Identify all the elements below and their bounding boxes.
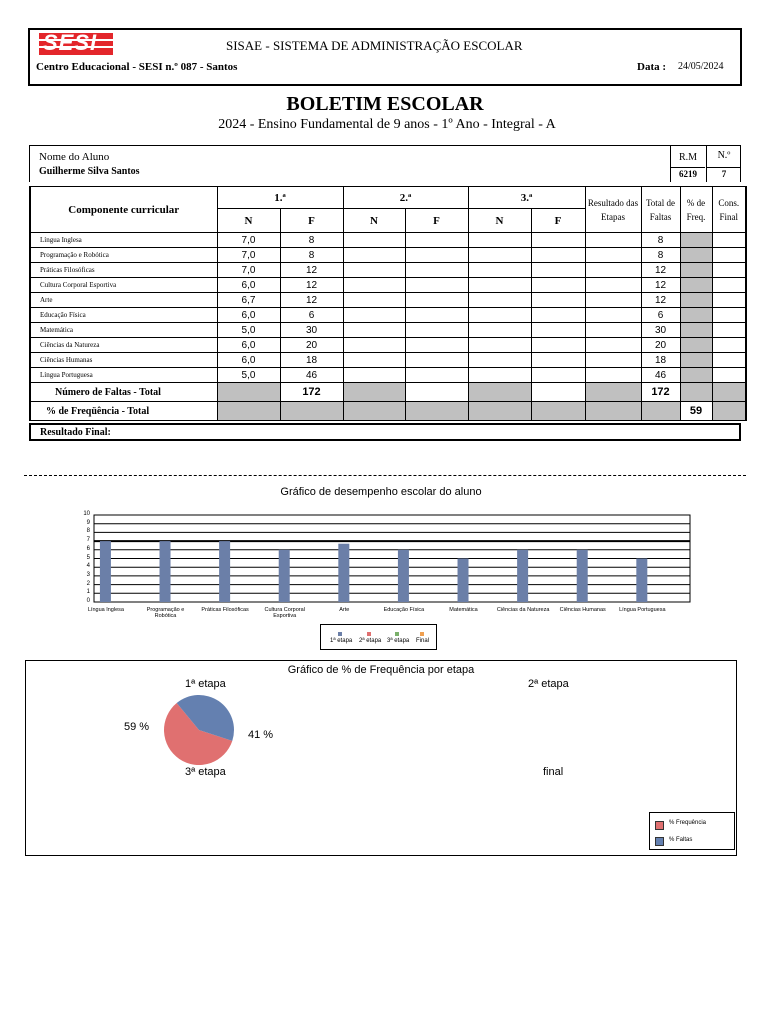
grade-n2 bbox=[343, 323, 405, 338]
bar-category-label: Ciências da Natureza bbox=[496, 607, 550, 613]
grade-n1: 6,0 bbox=[217, 353, 280, 368]
grade-f3 bbox=[531, 308, 585, 323]
faltas-total-all: 172 bbox=[641, 383, 680, 402]
table-row bbox=[30, 323, 746, 338]
grade-cons bbox=[712, 263, 746, 278]
grade-n3 bbox=[468, 338, 531, 353]
grade-freq bbox=[680, 338, 712, 353]
grade-n1: 5,0 bbox=[217, 323, 280, 338]
grade-freq bbox=[680, 278, 712, 293]
legend-1a-label: 1ª etapa bbox=[330, 638, 353, 644]
bar-category-label: Educação Física bbox=[383, 607, 425, 613]
table-row bbox=[30, 338, 746, 353]
grade-total-faltas: 12 bbox=[641, 263, 680, 278]
grade-n3 bbox=[468, 248, 531, 263]
grade-cons bbox=[712, 233, 746, 248]
legend-final-swatch bbox=[420, 632, 424, 636]
bar-8 bbox=[577, 550, 588, 602]
legend-3a-swatch bbox=[395, 632, 399, 636]
grade-result bbox=[585, 308, 641, 323]
faltas-total-n2 bbox=[343, 383, 405, 402]
grade-f1: 12 bbox=[280, 293, 343, 308]
date-label: Data : bbox=[637, 61, 667, 73]
student-name-label: Nome do Aluno bbox=[39, 151, 110, 163]
bar-y-tick: 3 bbox=[86, 571, 90, 578]
final-result-label: Resultado Final: bbox=[40, 427, 111, 438]
n1-label: N bbox=[217, 209, 280, 233]
n3-label: N bbox=[468, 209, 531, 233]
bar-y-tick: 2 bbox=[86, 580, 90, 587]
table-row bbox=[30, 248, 746, 263]
grade-f3 bbox=[531, 278, 585, 293]
grade-f1: 18 bbox=[280, 353, 343, 368]
grade-result bbox=[585, 323, 641, 338]
component-name: Arte bbox=[30, 293, 217, 308]
grade-f2 bbox=[405, 248, 468, 263]
bar-legend bbox=[320, 624, 437, 650]
grade-total-faltas: 46 bbox=[641, 368, 680, 383]
legend-3a-label: 3ª etapa bbox=[387, 638, 410, 644]
grade-freq bbox=[680, 248, 712, 263]
faltas-total-label: Número de Faltas - Total bbox=[30, 383, 217, 402]
component-name: Cultura Corporal Esportiva bbox=[30, 278, 217, 293]
grade-f2 bbox=[405, 233, 468, 248]
grade-f2 bbox=[405, 293, 468, 308]
grade-freq bbox=[680, 368, 712, 383]
bar-category-label: Programação e Robótica bbox=[146, 607, 185, 619]
grade-n3 bbox=[468, 263, 531, 278]
bar-category-label: Cultura Corporal Esportiva bbox=[264, 607, 305, 619]
bar-chart-title: Gráfico de desempenho escolar do aluno bbox=[280, 486, 482, 498]
component-name: Matemática bbox=[30, 323, 217, 338]
table-row bbox=[30, 293, 746, 308]
grade-n2 bbox=[343, 278, 405, 293]
grade-f1: 8 bbox=[280, 248, 343, 263]
grade-n1: 6,0 bbox=[217, 308, 280, 323]
pie-final-label: final bbox=[543, 766, 564, 778]
grade-total-faltas: 8 bbox=[641, 248, 680, 263]
grade-n2 bbox=[343, 368, 405, 383]
stage1-header: 1.ª bbox=[217, 187, 343, 209]
table-row bbox=[30, 263, 746, 278]
grade-freq bbox=[680, 293, 712, 308]
bar-category-label: Língua Portuguesa bbox=[619, 607, 666, 613]
grade-freq bbox=[680, 263, 712, 278]
grade-n3 bbox=[468, 308, 531, 323]
grade-result bbox=[585, 368, 641, 383]
grades-table bbox=[29, 186, 747, 421]
grade-freq bbox=[680, 353, 712, 368]
pie-stage3-label: 3ª etapa bbox=[185, 766, 226, 778]
rm-value: 6219 bbox=[671, 167, 705, 179]
bar-0 bbox=[100, 541, 111, 602]
grade-f1: 12 bbox=[280, 263, 343, 278]
bar-y-tick: 1 bbox=[86, 589, 90, 596]
bar-category-label: Arte bbox=[339, 607, 350, 613]
grade-total-faltas: 18 bbox=[641, 353, 680, 368]
cons-header: Cons. Final bbox=[712, 187, 746, 233]
dashed-separator bbox=[24, 475, 746, 476]
pie-chart bbox=[163, 694, 235, 766]
faltas-total-f1: 172 bbox=[280, 383, 343, 402]
f1-label: F bbox=[280, 209, 343, 233]
grade-f1: 6 bbox=[280, 308, 343, 323]
freq-header: % de Freq. bbox=[680, 187, 712, 233]
component-name: Ciências Humanas bbox=[30, 353, 217, 368]
faltas-total-f3 bbox=[531, 383, 585, 402]
grade-f2 bbox=[405, 263, 468, 278]
freq-total-c3 bbox=[343, 402, 405, 421]
rm-label: R.M bbox=[678, 152, 698, 163]
grade-cons bbox=[712, 323, 746, 338]
grade-freq bbox=[680, 323, 712, 338]
bar-category-label: Língua Inglesa bbox=[87, 607, 124, 613]
grade-total-faltas: 6 bbox=[641, 308, 680, 323]
grade-f2 bbox=[405, 278, 468, 293]
grade-f2 bbox=[405, 338, 468, 353]
bar-category-label: Ciências Humanas bbox=[559, 607, 606, 613]
grade-total-faltas: 12 bbox=[641, 278, 680, 293]
bar-category-label: Matemática bbox=[449, 607, 478, 613]
grade-n1: 6,0 bbox=[217, 278, 280, 293]
date-value: 24/05/2024 bbox=[678, 61, 724, 72]
grade-n2 bbox=[343, 248, 405, 263]
pie-freq-pct: 59 % bbox=[124, 721, 150, 733]
grade-total-faltas: 30 bbox=[641, 323, 680, 338]
grade-n2 bbox=[343, 308, 405, 323]
grade-n2 bbox=[343, 353, 405, 368]
grade-cons bbox=[712, 293, 746, 308]
grade-f3 bbox=[531, 263, 585, 278]
grade-cons bbox=[712, 353, 746, 368]
freq-total-c7 bbox=[585, 402, 641, 421]
grade-f3 bbox=[531, 248, 585, 263]
header-box bbox=[28, 28, 742, 86]
component-header: Componente curricular bbox=[30, 187, 217, 233]
grade-f2 bbox=[405, 323, 468, 338]
stage2-header: 2.ª bbox=[343, 187, 468, 209]
grade-n3 bbox=[468, 233, 531, 248]
grade-result bbox=[585, 353, 641, 368]
grade-n3 bbox=[468, 293, 531, 308]
freq-total-c1 bbox=[217, 402, 280, 421]
grade-n1: 6,7 bbox=[217, 293, 280, 308]
grade-freq bbox=[680, 308, 712, 323]
component-name: Língua Portuguesa bbox=[30, 368, 217, 383]
result-header: Resultado das Etapas bbox=[585, 187, 641, 233]
system-title: SISAE - SISTEMA DE ADMINISTRAÇÃO ESCOLAR bbox=[226, 38, 523, 53]
faltas-total-cons bbox=[712, 383, 746, 402]
grade-f3 bbox=[531, 323, 585, 338]
grade-f3 bbox=[531, 233, 585, 248]
freq-total-value: 59 bbox=[680, 402, 712, 421]
grade-cons bbox=[712, 338, 746, 353]
grade-f1: 12 bbox=[280, 278, 343, 293]
table-row bbox=[30, 368, 746, 383]
grade-n2 bbox=[343, 293, 405, 308]
grade-n1: 7,0 bbox=[217, 233, 280, 248]
grade-cons bbox=[712, 278, 746, 293]
legend-1a-swatch bbox=[338, 632, 342, 636]
bar-y-tick: 10 bbox=[83, 511, 90, 517]
table-row bbox=[30, 353, 746, 368]
grade-total-faltas: 20 bbox=[641, 338, 680, 353]
freq-total-c8 bbox=[641, 402, 680, 421]
sesi-logo bbox=[39, 30, 113, 55]
table-row bbox=[30, 233, 746, 248]
rm-cell bbox=[670, 146, 705, 182]
component-name: Educação Física bbox=[30, 308, 217, 323]
grade-result bbox=[585, 338, 641, 353]
faltas-total-n1 bbox=[217, 383, 280, 402]
final-result-box bbox=[29, 423, 741, 441]
student-box bbox=[29, 145, 741, 182]
pie-stage1-label: 1ª etapa bbox=[185, 678, 226, 690]
grade-result bbox=[585, 263, 641, 278]
freq-total-c4 bbox=[405, 402, 468, 421]
grade-n3 bbox=[468, 278, 531, 293]
f3-label: F bbox=[531, 209, 585, 233]
stage3-header: 3.ª bbox=[468, 187, 585, 209]
freq-total-c2 bbox=[280, 402, 343, 421]
pie-faltas-pct: 41 % bbox=[248, 729, 274, 741]
student-name: Guilherme Silva Santos bbox=[39, 166, 140, 177]
grade-result bbox=[585, 248, 641, 263]
bar-y-tick: 6 bbox=[86, 545, 90, 552]
component-name: Práticas Filosóficas bbox=[30, 263, 217, 278]
f2-label: F bbox=[405, 209, 468, 233]
grade-f1: 30 bbox=[280, 323, 343, 338]
bar-5 bbox=[398, 550, 409, 602]
faltas-total-freq bbox=[680, 383, 712, 402]
number-value: 7 bbox=[707, 167, 741, 179]
grade-n1: 6,0 bbox=[217, 338, 280, 353]
grade-cons bbox=[712, 368, 746, 383]
center-name: Centro Educacional - SESI n.º 087 - Santos bbox=[36, 61, 238, 73]
grade-f1: 20 bbox=[280, 338, 343, 353]
grade-f3 bbox=[531, 368, 585, 383]
grade-n2 bbox=[343, 338, 405, 353]
bar-y-tick: 7 bbox=[86, 537, 90, 544]
pie-legend-faltas-swatch bbox=[655, 837, 664, 846]
grade-n1: 7,0 bbox=[217, 263, 280, 278]
bar-9 bbox=[636, 559, 647, 603]
grade-f3 bbox=[531, 338, 585, 353]
freq-total-cons bbox=[712, 402, 746, 421]
grade-n2 bbox=[343, 263, 405, 278]
number-label: N.º bbox=[717, 150, 731, 161]
bar-2 bbox=[219, 541, 230, 602]
n2-label: N bbox=[343, 209, 405, 233]
bar-1 bbox=[160, 541, 171, 602]
report-title: BOLETIM ESCOLAR bbox=[286, 93, 484, 115]
freq-total-c6 bbox=[531, 402, 585, 421]
legend-2a-swatch bbox=[367, 632, 371, 636]
bar-category-label: Práticas Filosóficas bbox=[201, 607, 249, 613]
number-cell bbox=[706, 146, 741, 182]
grade-f2 bbox=[405, 353, 468, 368]
table-row bbox=[30, 308, 746, 323]
bar-y-tick: 8 bbox=[86, 528, 90, 535]
grade-n3 bbox=[468, 323, 531, 338]
component-name: Programação e Robótica bbox=[30, 248, 217, 263]
pie-chart-title: Gráfico de % de Frequência por etapa bbox=[287, 664, 475, 676]
grade-f2 bbox=[405, 308, 468, 323]
component-name: Língua Inglesa bbox=[30, 233, 217, 248]
grade-total-faltas: 8 bbox=[641, 233, 680, 248]
grade-n3 bbox=[468, 353, 531, 368]
pie-chart-box bbox=[25, 660, 737, 856]
grade-n1: 5,0 bbox=[217, 368, 280, 383]
pie-legend-freq-label: % Frequência bbox=[669, 820, 707, 826]
freq-total-c5 bbox=[468, 402, 531, 421]
grade-n3 bbox=[468, 368, 531, 383]
bar-y-tick: 9 bbox=[86, 519, 90, 526]
pie-legend-freq-swatch bbox=[655, 821, 664, 830]
bar-3 bbox=[279, 550, 290, 602]
grade-f3 bbox=[531, 353, 585, 368]
total-faltas-header: Total de Faltas bbox=[641, 187, 680, 233]
bar-y-tick: 0 bbox=[86, 598, 90, 604]
table-row bbox=[30, 278, 746, 293]
bar-y-tick: 4 bbox=[86, 563, 90, 570]
bar-y-tick: 5 bbox=[86, 554, 90, 561]
grade-cons bbox=[712, 248, 746, 263]
bar-4 bbox=[338, 544, 349, 602]
grade-result bbox=[585, 293, 641, 308]
grade-f1: 46 bbox=[280, 368, 343, 383]
logo-text: SESI bbox=[43, 30, 98, 55]
pie-legend bbox=[649, 812, 735, 850]
faltas-total-n3 bbox=[468, 383, 531, 402]
pie-legend-faltas-label: % Faltas bbox=[669, 837, 693, 843]
grade-f1: 8 bbox=[280, 233, 343, 248]
faltas-total-result bbox=[585, 383, 641, 402]
bar-6 bbox=[458, 559, 469, 603]
freq-total-label: % de Freqüência - Total bbox=[30, 402, 217, 421]
grade-freq bbox=[680, 233, 712, 248]
grade-total-faltas: 12 bbox=[641, 293, 680, 308]
grade-n2 bbox=[343, 233, 405, 248]
faltas-total-f2 bbox=[405, 383, 468, 402]
grade-cons bbox=[712, 308, 746, 323]
legend-final-label: Final bbox=[416, 638, 430, 644]
grade-f3 bbox=[531, 293, 585, 308]
grade-f2 bbox=[405, 368, 468, 383]
report-subtitle: 2024 - Ensino Fundamental de 9 anos - 1º Ano - Integral - A bbox=[218, 117, 556, 132]
grade-result bbox=[585, 233, 641, 248]
grade-n1: 7,0 bbox=[217, 248, 280, 263]
component-name: Ciências da Natureza bbox=[30, 338, 217, 353]
grade-result bbox=[585, 278, 641, 293]
legend-2a-label: 2ª etapa bbox=[359, 638, 382, 644]
pie-stage2-label: 2ª etapa bbox=[528, 678, 569, 690]
bar-7 bbox=[517, 550, 528, 602]
